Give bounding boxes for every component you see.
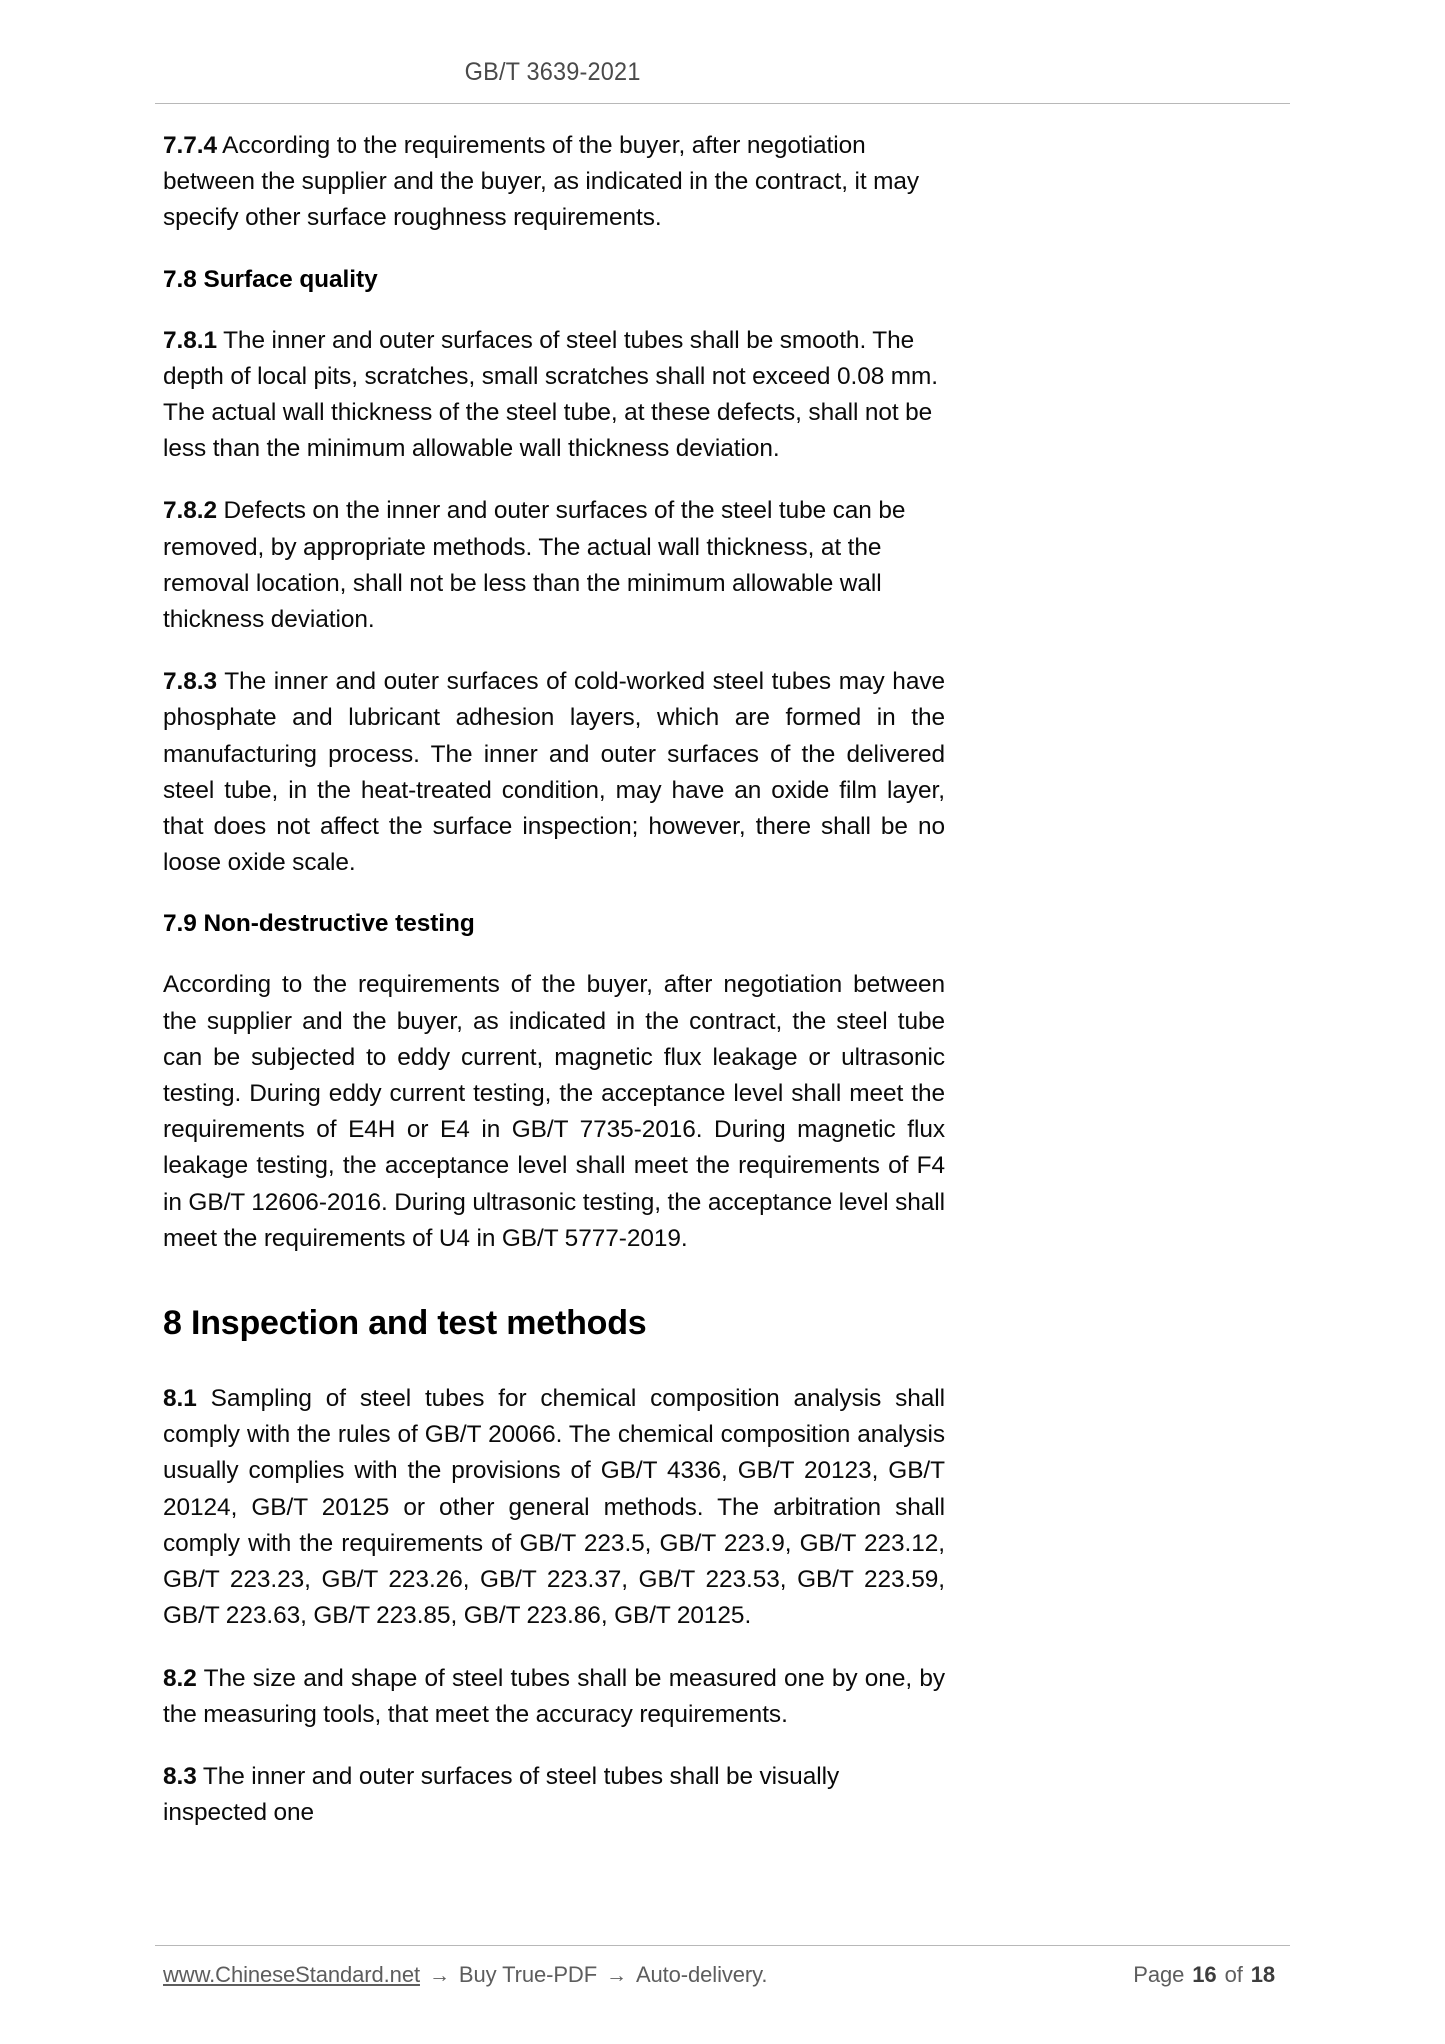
heading-section-8: 8 Inspection and test methods	[163, 1304, 647, 1343]
footer-offer-auto-delivery: Auto-delivery.	[635, 1962, 768, 1987]
clause-number-7-7-4: 7.7.4	[163, 132, 217, 159]
clause-text-8-1: Sampling of steel tubes for chemical composition analysis shall comply with the rules of GB/T 20066. The chemical composition analysis usually complies with the provisions of GB/T 4336, GB/T 20123, GB/T 20124, GB/T 20125 or other general methods. The arbitration shall comply with the requirements of GB/T 223.5, GB/T 223.9, GB/T 223.12, GB/T 223.23, GB/T 223.26, GB/T 223.37, GB/T 223.53, GB/T 223.59, GB/T 223.63, GB/T 223.85, GB/T 223.86, GB/T 20125.	[163, 1385, 945, 1630]
paragraph-7-8-3	[163, 664, 945, 881]
clause-number-7-8-2: 7.8.2	[163, 497, 217, 525]
of-label: of	[1224, 1962, 1243, 1987]
clause-number-8-2: 8.2	[163, 1664, 197, 1692]
current-page-number: 16	[1192, 1962, 1217, 1987]
chinesestandard-link[interactable]: www.ChineseStandard.net	[163, 1962, 420, 1987]
clause-number-7-8-1: 7.8.1	[163, 326, 217, 354]
page-header	[163, 58, 943, 87]
clause-text-8-2: The size and shape of steel tubes shall be measured one by one, by the measuring tools, that meet the accuracy requirements.	[163, 1664, 945, 1728]
header-divider	[155, 103, 1290, 104]
total-page-number: 18	[1250, 1962, 1275, 1987]
clause-text-8-3: The inner and outer surfaces of steel tubes shall be visually inspected one	[163, 1762, 840, 1827]
paragraph-7-7-4	[163, 128, 945, 237]
footer-promo	[163, 1962, 767, 1988]
clause-number-8-3: 8.3	[163, 1762, 197, 1790]
arrow-right-icon-2: →	[606, 1964, 627, 1987]
page-indicator	[1133, 1962, 1283, 1988]
paragraph-7-8-2	[163, 493, 945, 638]
clause-number-8-1: 8.1	[163, 1385, 197, 1413]
paragraph-8-2	[163, 1661, 945, 1733]
paragraph-8-1	[163, 1381, 945, 1634]
page-label: Page	[1133, 1962, 1185, 1987]
arrow-right-icon: →	[428, 1964, 450, 1987]
paragraph-7-9: According to the requirements of the buyer, after negotiation between the supplier and the buyer, as indicated in the contract, the steel tube can be subjected to eddy current, magnetic flux leakage or ultrasonic testing. During eddy current testing, the acceptance level shall meet the requirements of E4H or E4 in GB/T 7735-2016. During magnetic flux leakage testing, the acceptance level shall meet the requirements of F4 in GB/T 12606-2016. During ultrasonic testing, the acceptance level shall meet the requirements of U4 in GB/T 5777-2019.	[163, 971, 945, 1252]
paragraph-8-3	[163, 1759, 945, 1831]
clause-text-7-8-1: The inner and outer surfaces of steel tubes shall be smooth. The depth of local pits, scratches, small scratches shall not exceed 0.08 mm. The actual wall thickness of the steel tube, at these defects, shall not be less than the minimum allowable wall thickness deviation.	[163, 326, 939, 463]
paragraph-7-8-1	[163, 323, 945, 468]
page-footer	[163, 1962, 1283, 1988]
clause-text-7-7-4: According to the requirements of the buyer, after negotiation between the supplier and the buyer, as indicated in the contract, it may specify other surface roughness requirements.	[163, 132, 919, 232]
clause-text-7-8-3: The inner and outer surfaces of cold-worked steel tubes may have phosphate and lubricant adhesion layers, which are formed in the manufacturing process. The inner and outer surfaces of the delivered steel tube, in the heat-treated condition, may have an oxide film layer, that does not affect the surface inspection; however, there shall be no loose oxide scale.	[163, 668, 945, 877]
clause-text-7-8-2: Defects on the inner and outer surfaces of the steel tube can be removed, by appropriate methods. The actual wall thickness, at the removal location, shall not be less than the minimum allowable wall thickness deviation.	[163, 497, 906, 634]
heading-7-8: 7.8 Surface quality	[163, 265, 378, 293]
heading-7-9: 7.9 Non-destructive testing	[163, 910, 475, 938]
document-content	[163, 128, 945, 1857]
standard-code: GB/T 3639-2021	[465, 58, 641, 86]
footer-offer-buy-true-pdf: Buy True-PDF	[458, 1962, 598, 1987]
clause-number-7-8-3: 7.8.3	[163, 668, 217, 696]
footer-divider	[155, 1945, 1290, 1946]
